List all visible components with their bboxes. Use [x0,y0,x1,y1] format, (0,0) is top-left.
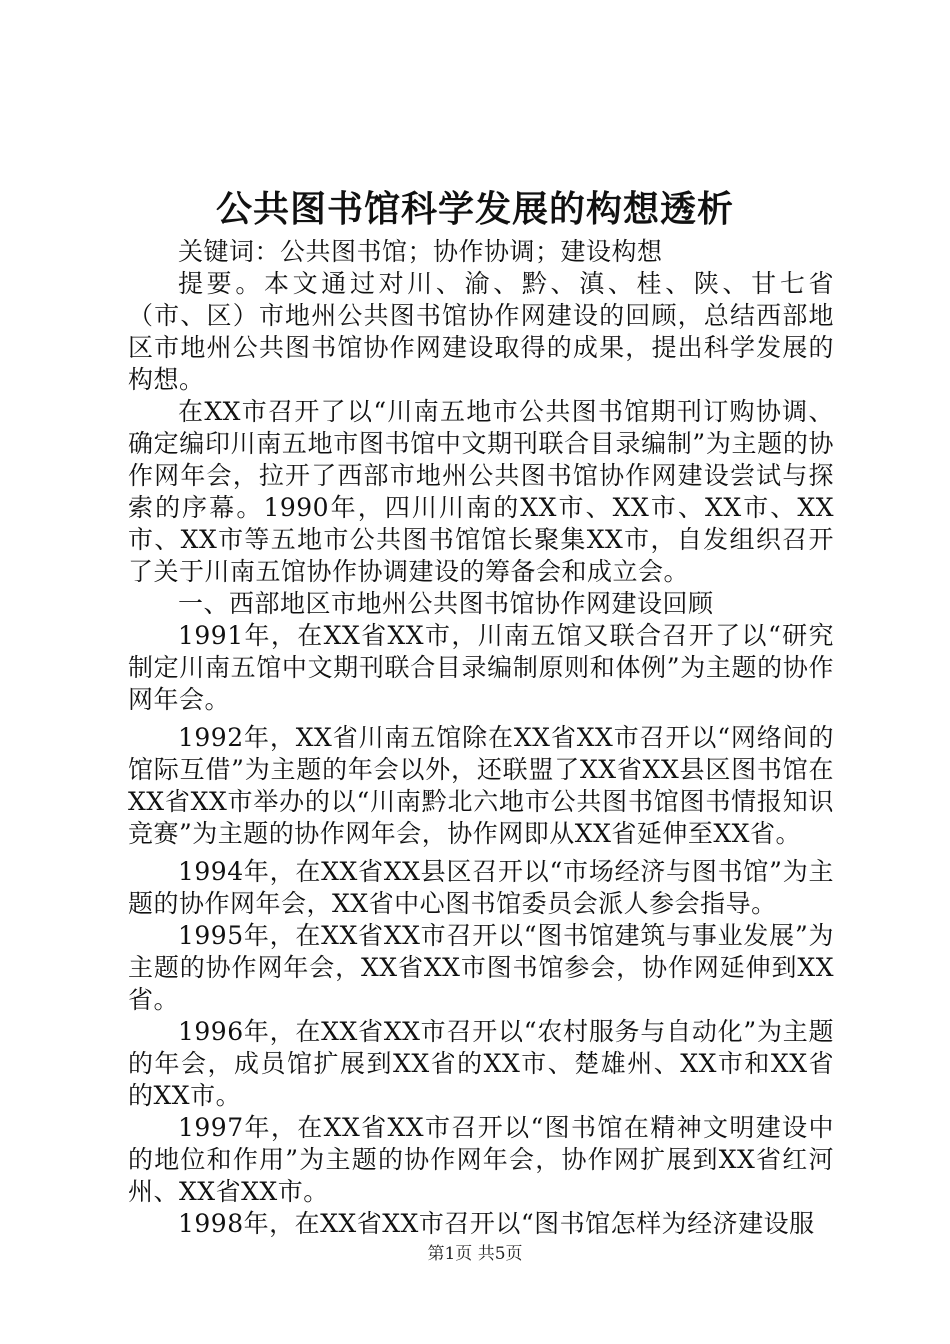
body-paragraph-1996: 1996年，在XX省XX市召开以“农村服务与自动化”为主题的年会，成员馆扩展到XX省的XX市、楚雄州、XX市和XX省的XX市。 [128,1017,834,1110]
body-paragraph-1991: 1991年，在XX省XX市，川南五馆又联合召开了以“研究制定川南五馆中文期刊联合目录编制原则和体例”为主题的协作网年会。 [128,621,834,714]
document-body [128,236,834,1240]
body-paragraph-1997: 1997年，在XX省XX市召开以“图书馆在精神文明建设中的地位和作用”为主题的协作网年会，协作网扩展到XX省红河州、XX省XX市。 [128,1113,834,1206]
document-title: 公共图书馆科学发展的构想透析 [215,188,734,230]
body-paragraph-1994: 1994年，在XX省XX县区召开以“市场经济与图书馆”为主题的协作网年会，XX省中心图书馆委员会派人参会指导。 [128,857,834,918]
body-paragraph-1992: 1992年，XX省川南五馆除在XX省XX市召开以“网络间的馆际互借”为主题的年会以外，还联盟了XX省XX县区图书馆在XX省XX市举办的以“川南黔北六地市公共图书馆图书情报知识竞赛”为主题的协作网年会，协作网即从XX省延伸至XX省。 [128,723,834,848]
abstract-paragraph: 提要。本文通过对川、渝、黔、滇、桂、陕、甘七省（市、区）市地州公共图书馆协作网建设的回顾，总结西部地区市地州公共图书馆协作网建设取得的成果，提出科学发展的构想。 [128,269,834,394]
section-heading: 一、西部地区市地州公共图书馆协作网建设回顾 [178,589,714,618]
keywords-paragraph: 关键词：公共图书馆；协作协调；建设构想 [178,237,663,266]
intro-paragraph: 在XX市召开了以“川南五地市公共图书馆期刊订购协调、确定编印川南五地市图书馆中文期刊联合目录编制”为主题的协作网年会，拉开了西部市地州公共图书馆协作网建设尝试与探索的序幕。1990年，四川川南的XX市、XX市、XX市、XX市、XX市等五地市公共图书馆馆长聚集XX市，自发组织召开了关于川南五馆协作协调建设的筹备会和成立会。 [128,397,834,586]
body-paragraph-1995: 1995年，在XX省XX市召开以“图书馆建筑与事业发展”为主题的协作网年会，XX省XX市图书馆参会，协作网延伸到XX省。 [128,921,834,1014]
body-paragraph-1998: 1998年，在XX省XX市召开以“图书馆怎样为经济建设服 [178,1209,815,1238]
page-number-footer: 第1页 共5页 [427,1244,523,1264]
